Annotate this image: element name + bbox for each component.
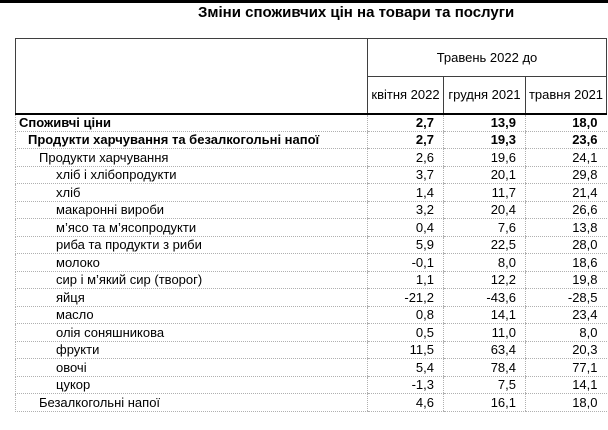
table-row	[16, 201, 607, 219]
empty-header-cell	[16, 39, 368, 114]
row-label: Споживчі ціни	[16, 114, 368, 132]
row-label: хліб	[16, 184, 368, 202]
row-value: 8,0	[526, 324, 607, 342]
row-value: 20,3	[526, 341, 607, 359]
table-row	[16, 254, 607, 272]
table-row	[16, 376, 607, 394]
row-value: -43,6	[444, 289, 526, 307]
group-header-label: Травень 2022 до	[368, 39, 607, 77]
row-value: 11,5	[368, 341, 444, 359]
table-row	[16, 114, 607, 132]
row-value: 20,1	[444, 166, 526, 184]
row-label: яйця	[16, 289, 368, 307]
row-label: риба та продукти з риби	[16, 236, 368, 254]
row-label: м’ясо та м’ясопродукти	[16, 219, 368, 237]
table-row	[16, 324, 607, 342]
row-value: 5,9	[368, 236, 444, 254]
row-label: сир і м’який сир (творог)	[16, 271, 368, 289]
row-value: 20,4	[444, 201, 526, 219]
row-value: 23,6	[526, 131, 607, 149]
row-value: 21,4	[526, 184, 607, 202]
table-body	[16, 114, 607, 412]
table-row	[16, 149, 607, 167]
column-header-1: грудня 2021	[444, 77, 526, 114]
row-value: 1,1	[368, 271, 444, 289]
row-value: 4,6	[368, 394, 444, 412]
table-row	[16, 166, 607, 184]
group-header-row	[16, 39, 607, 77]
row-value: 24,1	[526, 149, 607, 167]
top-border-bar	[0, 0, 608, 3]
row-value: 1,4	[368, 184, 444, 202]
row-value: 16,1	[444, 394, 526, 412]
row-value: 11,0	[444, 324, 526, 342]
row-value: 63,4	[444, 341, 526, 359]
row-value: 18,0	[526, 394, 607, 412]
row-label: молоко	[16, 254, 368, 272]
row-label: овочі	[16, 359, 368, 377]
row-value: 8,0	[444, 254, 526, 272]
row-label: Продукти харчування	[16, 149, 368, 167]
row-value: 26,6	[526, 201, 607, 219]
row-value: 18,0	[526, 114, 607, 132]
table-row	[16, 341, 607, 359]
row-label: фрукти	[16, 341, 368, 359]
row-value: 14,1	[526, 376, 607, 394]
consumer-prices-table	[15, 38, 607, 412]
row-value: 23,4	[526, 306, 607, 324]
row-value: 22,5	[444, 236, 526, 254]
table-row	[16, 219, 607, 237]
page-title: Зміни споживчих цін на товари та послуги	[198, 4, 515, 21]
row-value: 19,6	[444, 149, 526, 167]
row-value: 0,4	[368, 219, 444, 237]
table-header	[16, 39, 607, 114]
row-value: 19,8	[526, 271, 607, 289]
row-value: 0,5	[368, 324, 444, 342]
table-row	[16, 306, 607, 324]
column-header-2: травня 2021	[526, 77, 607, 114]
row-value: 12,2	[444, 271, 526, 289]
row-value: 14,1	[444, 306, 526, 324]
row-label: Продукти харчування та безалкогольні напої	[16, 131, 368, 149]
row-value: -0,1	[368, 254, 444, 272]
row-label: масло	[16, 306, 368, 324]
row-value: 18,6	[526, 254, 607, 272]
table-row	[16, 271, 607, 289]
row-value: 19,3	[444, 131, 526, 149]
row-label: цукор	[16, 376, 368, 394]
row-value: 78,4	[444, 359, 526, 377]
row-value: 5,4	[368, 359, 444, 377]
row-value: 29,8	[526, 166, 607, 184]
row-value: 0,8	[368, 306, 444, 324]
row-value: 2,7	[368, 131, 444, 149]
row-label: олія соняшникова	[16, 324, 368, 342]
row-value: 13,9	[444, 114, 526, 132]
row-value: -1,3	[368, 376, 444, 394]
column-header-0: квітня 2022	[368, 77, 444, 114]
table-row	[16, 289, 607, 307]
row-value: 3,2	[368, 201, 444, 219]
row-value: -28,5	[526, 289, 607, 307]
row-value: 13,8	[526, 219, 607, 237]
row-value: 2,7	[368, 114, 444, 132]
row-value: 3,7	[368, 166, 444, 184]
row-value: 7,5	[444, 376, 526, 394]
row-value: 77,1	[526, 359, 607, 377]
table-row	[16, 359, 607, 377]
table-row	[16, 394, 607, 412]
table-row	[16, 184, 607, 202]
row-value: 11,7	[444, 184, 526, 202]
table-row	[16, 236, 607, 254]
row-value: 7,6	[444, 219, 526, 237]
table-row	[16, 131, 607, 149]
row-label: макаронні вироби	[16, 201, 368, 219]
row-label: Безалкогольні напої	[16, 394, 368, 412]
row-value: -21,2	[368, 289, 444, 307]
row-label: хліб і хлібопродукти	[16, 166, 368, 184]
row-value: 2,6	[368, 149, 444, 167]
row-value: 28,0	[526, 236, 607, 254]
